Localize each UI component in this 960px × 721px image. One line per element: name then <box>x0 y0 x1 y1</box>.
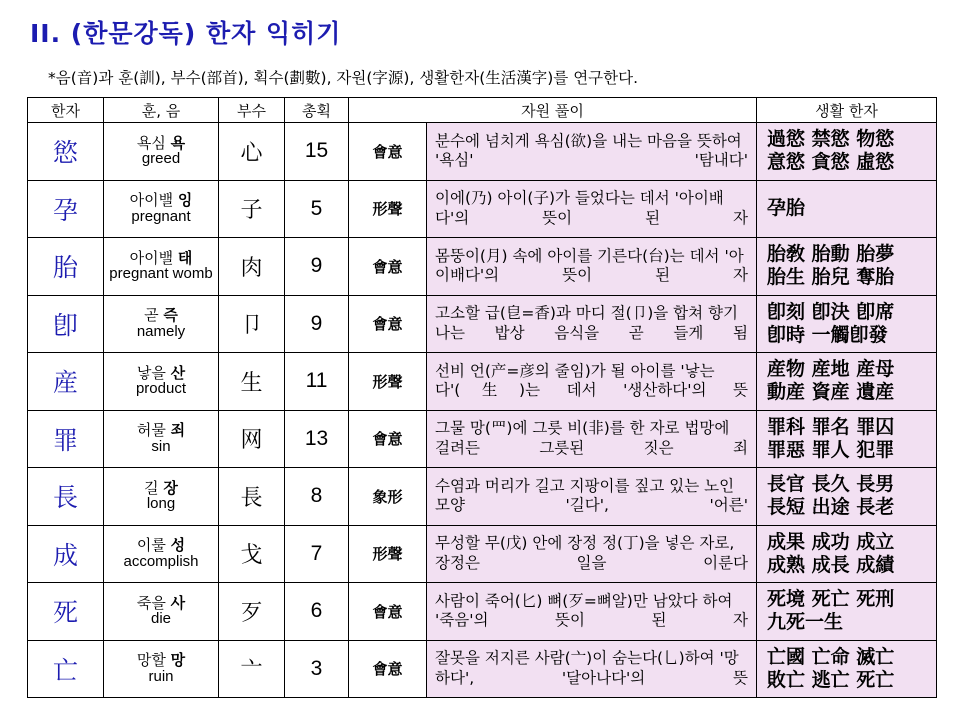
table-row <box>28 180 937 238</box>
meaning-cell <box>104 640 219 698</box>
origin-explanation: 수염과 머리가 길고 지팡이를 짚고 있는 노인 모양 '길다', '어른' <box>427 468 757 526</box>
strokes-cell: 15 <box>285 123 349 181</box>
meaning-gloss: 길 <box>144 478 164 497</box>
meaning-gloss: 아이밸 <box>129 191 178 210</box>
hanja-char: 孕 <box>28 180 104 238</box>
meaning-cell <box>104 410 219 468</box>
table-row <box>28 583 937 641</box>
header-meaning: 훈, 음 <box>104 98 219 123</box>
meaning-sound: 욕 <box>170 133 186 152</box>
origin-type-cell: 象形 <box>349 468 427 526</box>
hanja-char: 長 <box>28 468 104 526</box>
meaning-gloss: 죽을 <box>136 593 171 612</box>
radical-cell: 戈 <box>219 525 285 583</box>
meaning-korean <box>104 422 218 439</box>
common-words-cell <box>757 180 937 238</box>
strokes-cell: 11 <box>285 353 349 411</box>
meaning-korean <box>104 652 218 669</box>
common-words-cell <box>757 123 937 181</box>
strokes-cell: 7 <box>285 525 349 583</box>
meaning-korean <box>104 595 218 612</box>
common-words-line-2: 動産 資産 遺産 <box>767 381 895 404</box>
meaning-english: accomplish <box>123 552 199 570</box>
page-subtitle: *음(音)과 훈(訓), 부수(部首), 획수(劃數), 자원(字源), 생활한자(生活漢字)를 연구한다. <box>48 69 639 87</box>
meaning-korean <box>104 365 218 382</box>
meaning-korean <box>104 480 218 497</box>
common-words-line-1: 罪科 罪名 罪囚 <box>767 415 895 438</box>
common-words-line-2: 意慾 貪慾 虛慾 <box>767 151 895 174</box>
common-words-cell <box>757 353 937 411</box>
radical-cell: 長 <box>219 468 285 526</box>
origin-explanation: 선비 언(产=彦의 줄임)가 될 아이를 '낳는다'(生)는 데서 '생산하다'의 뜻 <box>427 353 757 411</box>
meaning-gloss: 곧 <box>144 306 164 325</box>
radical-cell: 歹 <box>219 583 285 641</box>
common-words-cell <box>757 238 937 296</box>
origin-type-cell: 會意 <box>349 410 427 468</box>
origin-type-cell: 會意 <box>349 583 427 641</box>
origin-explanation: 고소할 급(皀=香)과 마디 절(卩)을 합쳐 향기나는 밥상 음식을 곧 들게 됨 <box>427 295 757 353</box>
hanja-char: 亡 <box>28 640 104 698</box>
radical-cell: 网 <box>219 410 285 468</box>
meaning-korean <box>104 250 218 267</box>
meaning-gloss: 이룰 <box>136 536 171 555</box>
hanja-char: 死 <box>28 583 104 641</box>
radical-cell: 亠 <box>219 640 285 698</box>
common-words-line-1: 産物 産地 産母 <box>767 358 895 381</box>
common-words-cell <box>757 295 937 353</box>
table-row <box>28 525 937 583</box>
strokes-cell: 3 <box>285 640 349 698</box>
page-title: II. (한문강독) 한자 익히기 <box>30 19 342 48</box>
meaning-english: die <box>150 610 172 628</box>
common-words-line-1: 過慾 禁慾 物慾 <box>767 128 895 151</box>
meaning-korean <box>104 537 218 554</box>
origin-explanation: 그물 망(罒)에 그릇 비(非)를 한 자로 법망에 걸려든 그릇된 짓은 죄 <box>427 410 757 468</box>
origin-explanation: 이에(乃) 아이(子)가 들었다는 데서 '아이배다'의 뜻이 된 자 <box>427 180 757 238</box>
common-words-line-1: 死境 死亡 死刑 <box>767 588 895 611</box>
origin-type-cell: 會意 <box>349 640 427 698</box>
header-row <box>28 98 937 123</box>
origin-type-cell: 會意 <box>349 295 427 353</box>
common-words-cell <box>757 468 937 526</box>
meaning-sound: 사 <box>170 593 186 612</box>
meaning-sound: 성 <box>170 536 186 555</box>
meaning-sound: 산 <box>170 363 186 382</box>
origin-type-cell: 會意 <box>349 123 427 181</box>
meaning-sound: 망 <box>170 651 186 670</box>
meaning-sound: 죄 <box>170 421 186 440</box>
radical-cell: 心 <box>219 123 285 181</box>
common-words-cell <box>757 640 937 698</box>
strokes-cell: 9 <box>285 238 349 296</box>
origin-explanation: 몸뚱이(月) 속에 아이를 기른다(台)는 데서 '아이배다'의 뜻이 된 자 <box>427 238 757 296</box>
hanja-char: 罪 <box>28 410 104 468</box>
meaning-cell <box>104 583 219 641</box>
meaning-sound: 잉 <box>177 191 193 210</box>
meaning-english: long <box>146 495 176 513</box>
hanja-char: 胎 <box>28 238 104 296</box>
common-words-line-1: 長官 長久 長男 <box>767 473 895 496</box>
meaning-english: namely <box>136 322 186 340</box>
meaning-gloss: 욕심 <box>136 133 171 152</box>
strokes-cell: 13 <box>285 410 349 468</box>
meaning-cell <box>104 123 219 181</box>
table-row <box>28 468 937 526</box>
meaning-cell <box>104 295 219 353</box>
meaning-sound: 장 <box>163 478 178 497</box>
origin-explanation: 사람이 죽어(匕) 뼈(歹=뼈알)만 남았다 하여 '죽음'의 뜻이 된 자 <box>427 583 757 641</box>
table-row <box>28 353 937 411</box>
common-words-line-2: 卽時 一觸卽發 <box>767 323 888 346</box>
radical-cell: 子 <box>219 180 285 238</box>
meaning-sound: 즉 <box>163 306 178 325</box>
origin-explanation: 무성할 무(戊) 안에 장정 정(丁)을 넣은 자로, 장정은 일을 이룬다 <box>427 525 757 583</box>
header-words: 생활 한자 <box>757 98 937 123</box>
meaning-sound: 태 <box>177 248 193 267</box>
radical-cell: 卩 <box>219 295 285 353</box>
common-words-line-2: 九死一生 <box>767 611 844 634</box>
hanja-char: 卽 <box>28 295 104 353</box>
meaning-cell <box>104 525 219 583</box>
strokes-cell: 6 <box>285 583 349 641</box>
common-words-line-1: 亡國 亡命 滅亡 <box>767 645 895 668</box>
origin-type-cell: 形聲 <box>349 353 427 411</box>
meaning-gloss: 아이밸 <box>129 248 178 267</box>
table-row <box>28 640 937 698</box>
common-words-line-2: 胎生 胎兒 奪胎 <box>767 266 895 289</box>
meaning-gloss: 망할 <box>136 651 171 670</box>
common-words-cell <box>757 410 937 468</box>
common-words-line-1: 胎敎 胎動 胎夢 <box>767 243 895 266</box>
meaning-english: greed <box>141 150 181 168</box>
hanja-char: 慾 <box>28 123 104 181</box>
header-hanja: 한자 <box>28 98 104 123</box>
header-radical: 부수 <box>219 98 285 123</box>
hanja-table <box>27 97 937 698</box>
hanja-char: 産 <box>28 353 104 411</box>
strokes-cell: 9 <box>285 295 349 353</box>
strokes-cell: 8 <box>285 468 349 526</box>
meaning-korean <box>104 307 218 324</box>
origin-type-cell: 形聲 <box>349 180 427 238</box>
meaning-english: sin <box>151 437 171 455</box>
common-words-line-1: 孕胎 <box>767 197 806 220</box>
common-words-line-2: 長短 出途 長老 <box>767 496 895 519</box>
meaning-korean <box>104 135 218 152</box>
origin-explanation: 분수에 넘치게 욕심(欲)을 내는 마음을 뜻하여 '욕심' '탐내다' <box>427 123 757 181</box>
meaning-english: pregnant womb <box>109 265 213 283</box>
common-words-cell <box>757 525 937 583</box>
meaning-cell <box>104 353 219 411</box>
origin-type-cell: 形聲 <box>349 525 427 583</box>
header-origin: 자원 풀이 <box>349 98 757 123</box>
table-row <box>28 238 937 296</box>
meaning-cell <box>104 180 219 238</box>
strokes-cell: 5 <box>285 180 349 238</box>
meaning-gloss: 허물 <box>136 421 171 440</box>
common-words-cell <box>757 583 937 641</box>
table-row <box>28 410 937 468</box>
header-strokes: 총획 <box>285 98 349 123</box>
meaning-english: ruin <box>148 667 174 685</box>
common-words-line-1: 卽刻 卽決 卽席 <box>767 300 895 323</box>
origin-type-cell: 會意 <box>349 238 427 296</box>
table-row <box>28 295 937 353</box>
common-words-line-2: 敗亡 逃亡 死亡 <box>767 668 895 691</box>
common-words-line-2: 成熟 成長 成績 <box>767 553 895 576</box>
meaning-english: product <box>135 380 187 398</box>
radical-cell: 肉 <box>219 238 285 296</box>
meaning-cell <box>104 238 219 296</box>
common-words-line-2: 罪惡 罪人 犯罪 <box>767 438 895 461</box>
meaning-cell <box>104 468 219 526</box>
meaning-gloss: 낳을 <box>136 363 171 382</box>
hanja-char: 成 <box>28 525 104 583</box>
meaning-korean <box>104 192 218 209</box>
table-row <box>28 123 937 181</box>
meaning-english: pregnant <box>131 207 191 225</box>
origin-explanation: 잘못을 저지른 사람(亠)이 숨는다(乚)하여 '망하다', '달아나다'의 뜻 <box>427 640 757 698</box>
radical-cell: 生 <box>219 353 285 411</box>
common-words-line-1: 成果 成功 成立 <box>767 530 895 553</box>
